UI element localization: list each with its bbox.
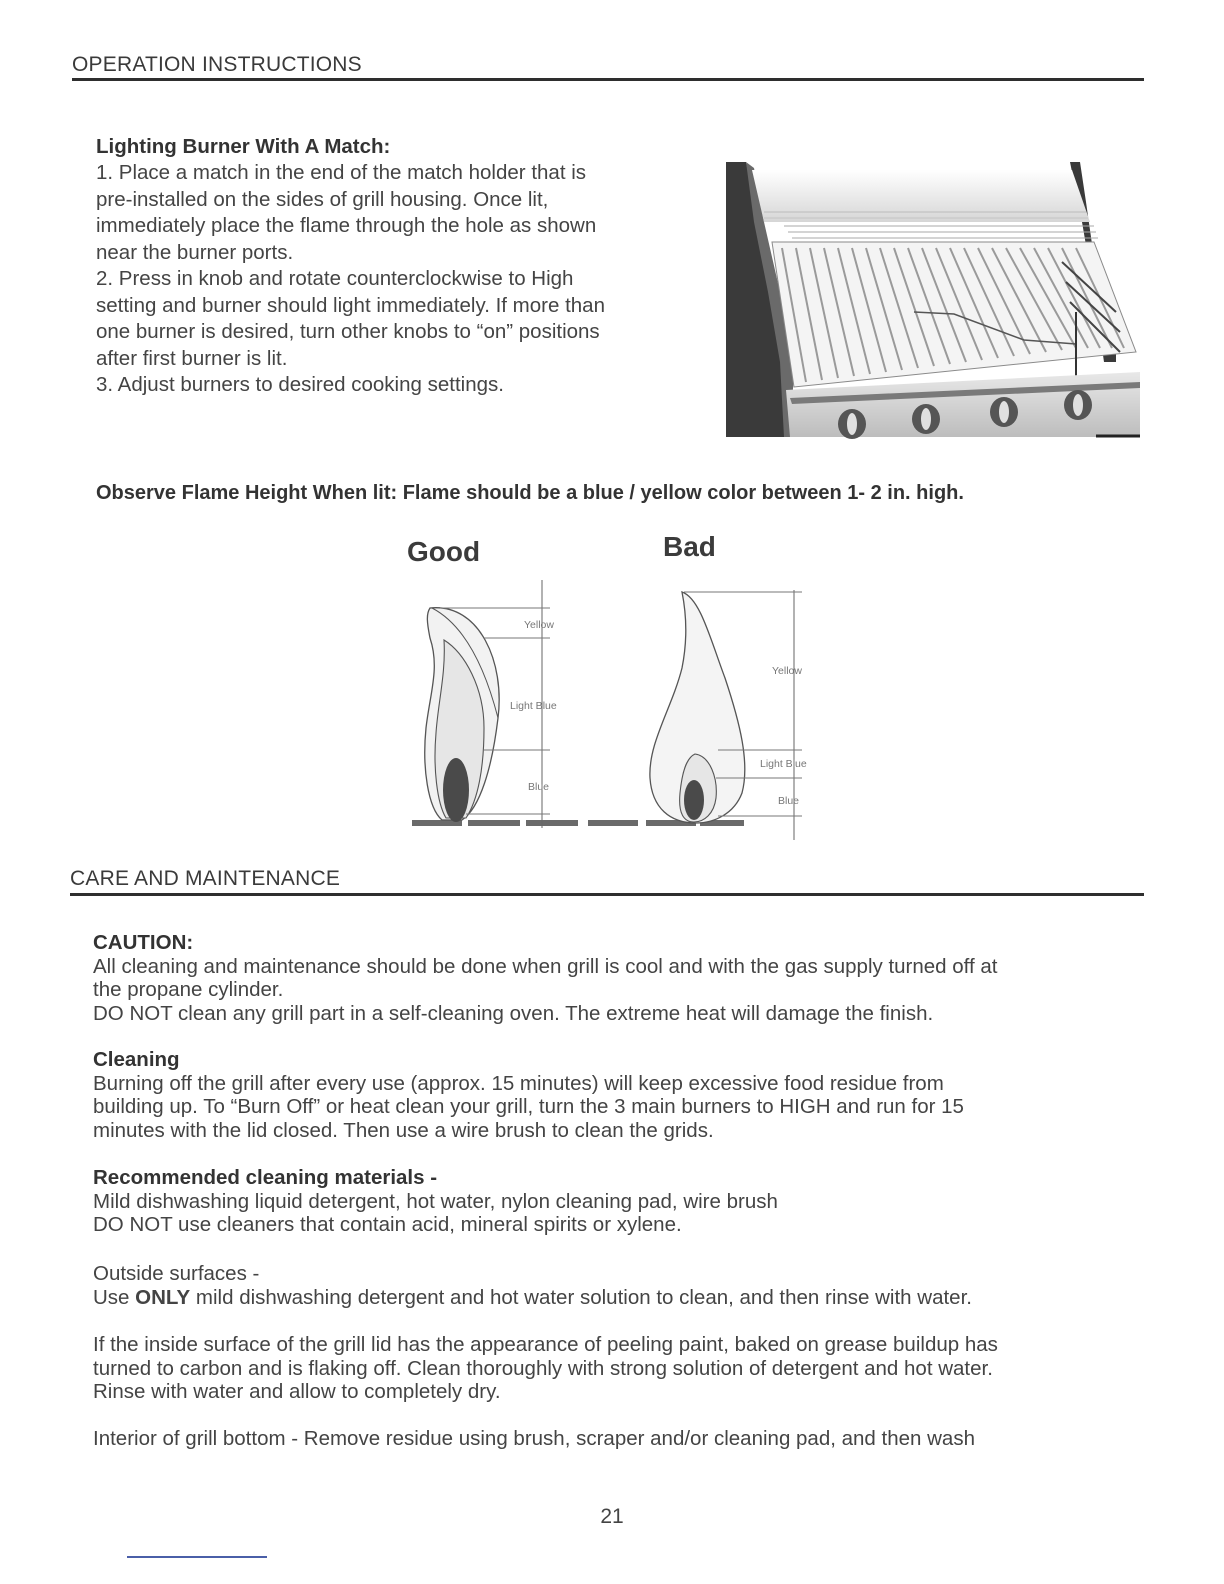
lid-line: Rinse with water and allow to completely dry. [93,1380,501,1403]
materials-line: Mild dishwashing liquid detergent, hot water, nylon cleaning pad, wire brush [93,1189,778,1213]
lighting-heading: Lighting Burner With A Match: [96,135,391,158]
materials-line: DO NOT use cleaners that contain acid, mineral spirits or xylene. [93,1213,682,1236]
lighting-line: 3. Adjust burners to desired cooking settings. [96,373,504,396]
good-light-blue-label: Light Blue [510,700,557,712]
lighting-line: near the burner ports. [96,240,294,264]
grill-illustration [724,162,1140,442]
care-rule [70,893,1144,896]
lighting-line: after first burner is lit. [96,346,288,370]
flame-height-note: Observe Flame Height When lit: Flame should be a blue / yellow color between 1- 2 in. high. [96,482,964,504]
lighting-steps [96,160,716,399]
materials-heading: Recommended cleaning materials - [93,1166,438,1189]
bad-yellow-label: Yellow [772,665,802,677]
cleaning-block [93,1048,1153,1142]
outside-heading: Outside surfaces - [93,1262,260,1285]
flame-diagram [400,578,840,848]
outside-block [93,1262,1153,1309]
outside-emphasis: ONLY [135,1285,191,1309]
care-section-title: CARE AND MAINTENANCE [70,867,341,890]
good-yellow-label: Yellow [524,619,554,631]
outside-rest: mild dishwashing detergent and hot water solution to clean, and then rinse with water. [190,1285,972,1309]
bad-light-blue-label: Light Blue [760,758,807,770]
lid-line: turned to carbon and is flaking off. Clean thoroughly with strong solution of detergent and hot water. [93,1356,993,1380]
bad-label: Bad [663,531,716,562]
bottom-rule [127,1556,267,1558]
lid-block [93,1333,1153,1404]
cleaning-line: minutes with the lid closed. Then use a wire brush to clean the grids. [93,1118,714,1142]
lighting-line: setting and burner should light immediately. If more than [96,293,605,317]
bad-flame [650,590,807,840]
materials-block [93,1166,1153,1237]
page-number: 21 [600,1505,624,1528]
operation-section-title: OPERATION INSTRUCTIONS [72,53,362,76]
caution-block [93,931,1153,1025]
outside-prefix: Use [93,1285,136,1309]
bad-blue-label: Blue [778,795,800,807]
lighting-line: pre-installed on the sides of grill housing. Once lit, [96,187,549,211]
caution-line: DO NOT clean any grill part in a self-cleaning oven. The extreme heat will damage the finish. [93,1001,934,1025]
interior-line: Interior of grill bottom - Remove residue using brush, scraper and/or cleaning pad, and then wash [93,1427,975,1450]
caution-heading: CAUTION: [93,931,194,954]
operation-rule [72,78,1144,81]
cleaning-line: Burning off the grill after every use (approx. 15 minutes) will keep excessive food residue from [93,1071,944,1095]
cleaning-heading: Cleaning [93,1048,180,1071]
lighting-line: 1. Place a match in the end of the match holder that is [96,161,587,184]
lid-line: If the inside surface of the grill lid has the appearance of peeling paint, baked on grease buildup has [93,1333,998,1356]
good-blue-label: Blue [528,781,550,793]
outside-line [93,1286,1153,1310]
lighting-line: immediately place the flame through the hole as shown [96,214,597,237]
caution-line: the propane cylinder. [93,978,284,1001]
cleaning-line: building up. To “Burn Off” or heat clean your grill, turn the 3 main burners to HIGH and run for 15 [93,1095,964,1118]
caution-line: All cleaning and maintenance should be done when grill is cool and with the gas supply turned off at [93,954,998,978]
good-label: Good [407,536,481,567]
lighting-line: one burner is desired, turn other knobs to “on” positions [96,320,600,343]
lighting-line: 2. Press in knob and rotate counterclockwise to High [96,267,574,290]
good-flame [425,580,557,828]
